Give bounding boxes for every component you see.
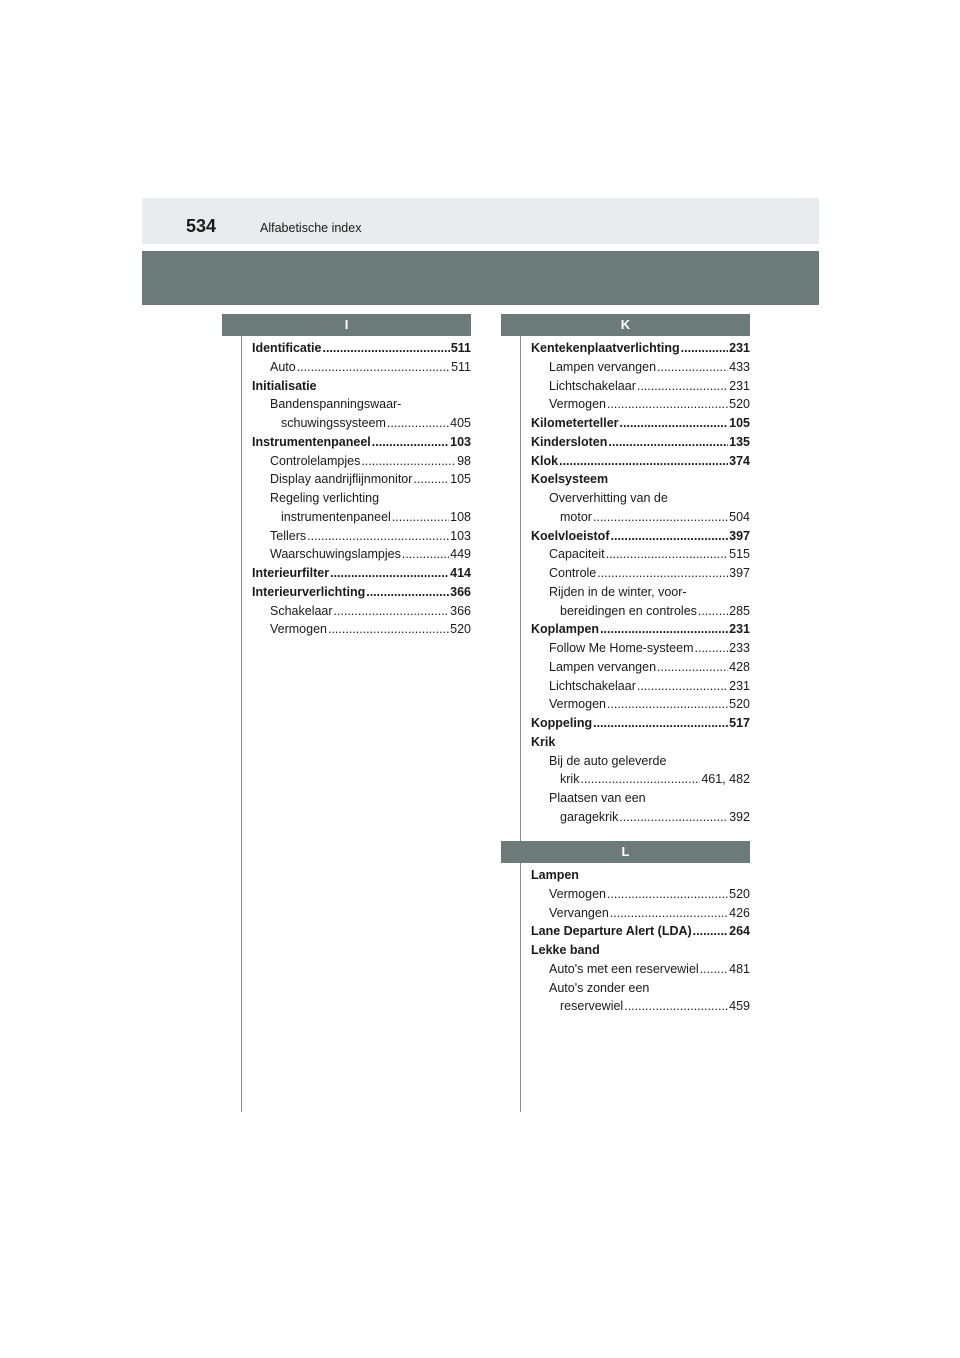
dot-leader — [330, 564, 449, 583]
entry-text: Bandenspanningswaar- — [270, 397, 402, 412]
index-subentry — [531, 377, 750, 396]
dot-leader — [307, 527, 449, 546]
dot-leader — [610, 904, 728, 923]
entry-text: instrumentenpaneel — [281, 509, 391, 524]
entry-text: Display aandrijflijnmonitor — [270, 472, 413, 487]
entry-page-number: 135 — [729, 434, 750, 449]
index-entry — [252, 583, 471, 602]
index-subentry — [531, 358, 750, 377]
index-subentry — [531, 808, 750, 827]
index-subentry — [531, 545, 750, 564]
entry-text: bereidingen en controles — [560, 603, 697, 618]
entry-text: Identificatie — [252, 341, 322, 355]
entry-page-number: 428 — [729, 659, 750, 674]
dot-leader — [392, 508, 449, 527]
entry-page-number: 366 — [450, 584, 471, 599]
entry-text: Oververhitting van de — [549, 491, 668, 505]
dot-leader — [361, 452, 456, 471]
index-entry — [531, 733, 750, 752]
entry-page-number: 103 — [450, 434, 471, 449]
entry-page-number: 517 — [729, 716, 750, 730]
dot-leader — [620, 414, 729, 433]
dot-leader — [611, 527, 729, 546]
entry-text: Lane Departure Alert (LDA) — [531, 924, 692, 939]
dot-leader — [593, 714, 728, 733]
dot-leader — [624, 997, 728, 1016]
index-subentry — [531, 789, 750, 808]
dot-leader — [402, 545, 449, 564]
index-subentry — [531, 885, 750, 904]
index-entry — [531, 433, 750, 452]
entry-text: Rijden in de winter, voor- — [549, 584, 687, 599]
dot-leader — [593, 508, 728, 527]
entry-text: Lichtschakelaar — [549, 378, 636, 393]
index-entry — [531, 470, 750, 489]
index-subentry — [531, 583, 750, 602]
index-subentry — [252, 414, 471, 433]
entry-text: Capaciteit — [549, 547, 605, 562]
dot-leader — [372, 433, 449, 452]
index-subentry — [531, 960, 750, 979]
entry-page-number: 405 — [450, 416, 471, 430]
index-entry — [531, 452, 750, 471]
index-subentry — [252, 395, 471, 414]
index-subentry — [252, 620, 471, 639]
dot-leader — [322, 339, 449, 358]
index-subentry — [531, 508, 750, 527]
index-subentry — [531, 979, 750, 998]
section-letter-l: L — [501, 841, 750, 863]
index-subentry — [531, 997, 750, 1016]
entry-text: Auto's zonder een — [549, 980, 650, 995]
dot-leader — [693, 922, 728, 941]
index-entry — [252, 433, 471, 452]
entry-page-number: 108 — [450, 509, 471, 524]
entry-page-number: 374 — [729, 453, 750, 468]
index-subentry — [531, 489, 750, 508]
index-subentry — [531, 602, 750, 621]
index-subentry — [252, 489, 471, 508]
entry-page-number: 105 — [450, 472, 471, 487]
column-divider-left — [241, 336, 242, 1112]
index-subentry — [252, 508, 471, 527]
index-subentry — [531, 695, 750, 714]
entry-text: Instrumentenpaneel — [252, 434, 371, 449]
index-entry — [252, 564, 471, 583]
entry-text: motor — [560, 509, 592, 524]
entry-text: Lichtschakelaar — [549, 678, 636, 693]
entry-text: Koppeling — [531, 716, 593, 730]
index-subentry — [252, 452, 471, 471]
entry-text: Kilometerteller — [531, 416, 619, 430]
entry-text: Schakelaar — [270, 603, 333, 618]
dot-leader — [657, 658, 728, 677]
dot-leader — [681, 339, 728, 358]
entry-text: Controle — [549, 566, 597, 580]
index-column-i — [252, 339, 471, 639]
dot-leader — [413, 470, 449, 489]
entry-page-number: 98 — [457, 453, 471, 468]
dot-leader — [607, 885, 728, 904]
entry-text: Auto — [270, 359, 296, 374]
page-number: 534 — [186, 216, 217, 236]
entry-text: Interieurverlichting — [252, 584, 366, 599]
dot-leader — [606, 545, 729, 564]
entry-page-number: 397 — [729, 566, 750, 580]
entry-page-number: 392 — [729, 809, 750, 824]
header-band — [142, 251, 819, 305]
section-letter-k: K — [501, 314, 750, 336]
index-entry — [252, 377, 471, 396]
entry-page-number: 103 — [450, 528, 471, 543]
dot-leader — [607, 395, 728, 414]
dot-leader — [366, 583, 449, 602]
index-subentry — [252, 545, 471, 564]
entry-page-number: 414 — [450, 566, 471, 580]
entry-page-number: 520 — [450, 622, 471, 637]
page-header — [142, 198, 819, 244]
index-entry — [531, 714, 750, 733]
index-subentry — [252, 602, 471, 621]
dot-leader — [387, 414, 449, 433]
dot-leader — [559, 452, 728, 471]
entry-page-number: 366 — [450, 603, 471, 618]
dot-leader — [619, 808, 728, 827]
entry-page-number: 520 — [729, 886, 750, 901]
index-entry — [531, 339, 750, 358]
entry-page-number: 285 — [729, 603, 750, 618]
index-entry — [531, 414, 750, 433]
index-subentry — [531, 752, 750, 771]
index-subentry — [531, 677, 750, 696]
entry-page-number: 515 — [729, 547, 750, 562]
index-entry — [531, 866, 750, 885]
dot-leader — [637, 377, 728, 396]
entry-page-number: 449 — [450, 547, 471, 562]
dot-leader — [580, 770, 700, 789]
entry-text: Lekke band — [531, 943, 600, 957]
entry-text: schuwingssysteem — [281, 416, 386, 430]
index-subentry — [531, 904, 750, 923]
entry-text: Lampen — [531, 868, 579, 882]
entry-text: Interieurfilter — [252, 566, 330, 580]
entry-text: Vermogen — [549, 697, 606, 712]
entry-text: Vermogen — [270, 622, 327, 637]
dot-leader — [700, 960, 728, 979]
entry-text: Koelvloeistof — [531, 528, 610, 543]
entry-text: Follow Me Home-systeem — [549, 641, 694, 655]
index-subentry — [531, 639, 750, 658]
index-entry — [531, 527, 750, 546]
entry-page-number: 105 — [729, 416, 750, 430]
dot-leader — [608, 433, 728, 452]
index-subentry — [531, 395, 750, 414]
chapter-title: Alfabetische index — [260, 221, 362, 235]
entry-text: Lampen vervangen — [549, 359, 657, 374]
entry-page-number: 459 — [729, 999, 750, 1014]
entry-text: Vermogen — [549, 397, 606, 412]
index-column-k — [531, 339, 750, 827]
entry-text: reservewiel — [560, 999, 624, 1014]
entry-text: Bij de auto geleverde — [549, 753, 667, 768]
entry-text: Waarschuwingslampjes — [270, 547, 401, 562]
dot-leader — [600, 620, 728, 639]
dot-leader — [328, 620, 449, 639]
entry-text: krik — [560, 772, 580, 787]
dot-leader — [334, 602, 450, 621]
entry-text: Lampen vervangen — [549, 659, 657, 674]
entry-text: Controlelampjes — [270, 453, 361, 468]
column-divider-right — [520, 336, 521, 1112]
index-subentry — [252, 358, 471, 377]
index-subentry — [531, 770, 750, 789]
entry-page-number: 461, 482 — [701, 772, 750, 787]
entry-page-number: 231 — [729, 678, 750, 693]
dot-leader — [657, 358, 728, 377]
entry-text: Krik — [531, 734, 556, 749]
entry-text: Vermogen — [549, 886, 606, 901]
entry-text: garagekrik — [560, 809, 619, 824]
entry-text: Tellers — [270, 528, 307, 543]
entry-page-number: 264 — [729, 924, 750, 939]
dot-leader — [597, 564, 728, 583]
entry-page-number: 511 — [451, 359, 471, 374]
entry-page-number: 433 — [729, 359, 750, 374]
entry-text: Vervangen — [549, 905, 609, 920]
index-subentry — [252, 527, 471, 546]
entry-text: Initialisatie — [252, 378, 317, 393]
dot-leader — [694, 639, 728, 658]
entry-page-number: 520 — [729, 397, 750, 412]
entry-text: Regeling verlichting — [270, 491, 380, 505]
index-entry — [531, 922, 750, 941]
entry-page-number: 520 — [729, 697, 750, 712]
entry-page-number: 481 — [729, 961, 750, 976]
entry-text: Kindersloten — [531, 434, 608, 449]
entry-page-number: 231 — [729, 378, 750, 393]
dot-leader — [698, 602, 728, 621]
entry-text: Auto's met een reservewiel — [549, 961, 699, 976]
dot-leader — [607, 695, 728, 714]
index-subentry — [531, 658, 750, 677]
entry-text: Kentekenplaatverlichting — [531, 341, 680, 355]
entry-page-number: 504 — [729, 509, 750, 524]
entry-text: Koplampen — [531, 622, 600, 637]
index-subentry — [531, 564, 750, 583]
index-entry — [531, 620, 750, 639]
entry-page-number: 231 — [729, 622, 750, 637]
entry-page-number: 231 — [729, 341, 750, 355]
entry-text: Klok — [531, 453, 559, 468]
dot-leader — [297, 358, 450, 377]
entry-page-number: 511 — [450, 341, 471, 355]
index-entry — [531, 941, 750, 960]
dot-leader — [637, 677, 728, 696]
index-entry — [252, 339, 471, 358]
index-column-l — [531, 866, 750, 1016]
entry-text: Plaatsen van een — [549, 791, 646, 805]
entry-page-number: 397 — [729, 528, 750, 543]
entry-page-number: 426 — [729, 905, 750, 920]
section-letter-i: I — [222, 314, 471, 336]
index-subentry — [252, 470, 471, 489]
entry-page-number: 233 — [729, 641, 750, 655]
entry-text: Koelsysteem — [531, 472, 609, 487]
